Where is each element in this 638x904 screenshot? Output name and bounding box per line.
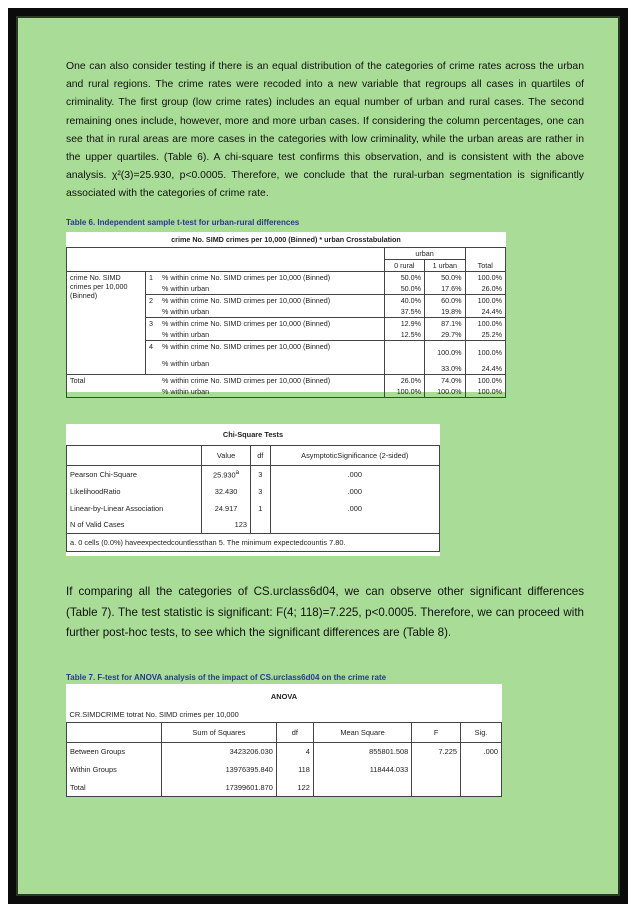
anova-row-label: Within Groups — [67, 761, 162, 779]
chisq-row-df: 3 — [251, 483, 271, 500]
anova-row-df: 118 — [276, 761, 313, 779]
chisq-row-df: 1 — [251, 500, 271, 517]
anova-row-sig: .000 — [461, 743, 502, 761]
cell-label: % within urban — [159, 358, 384, 375]
chisq-row-label: Pearson Chi-Square — [67, 466, 202, 483]
chisq-row-sig: .000 — [270, 466, 439, 483]
chisq-table-box — [66, 424, 440, 556]
cell-total: 100.0% — [465, 295, 505, 307]
cell-rural: 50.0% — [384, 283, 424, 295]
chisq-row-sig: .000 — [270, 483, 439, 500]
cell-rural — [384, 358, 424, 375]
cell-label: % within urban — [162, 330, 210, 339]
anova-title: ANOVA — [270, 692, 298, 701]
cell-urban: 17.6% — [425, 283, 465, 295]
cell-label: % within crime No. SIMD crimes per 10,000 (Binned) — [159, 318, 384, 330]
cell-urban: 19.8% — [425, 306, 465, 318]
chisq-row-df: 3 — [251, 466, 271, 483]
table7-caption: Table 7. F-test for ANOVA analysis of the impact of CS.urclass6d04 on the crime rate — [66, 673, 387, 682]
cell-total: 24.4% — [465, 358, 505, 375]
cell-label: % within crime No. SIMD crimes per 10,000 (Binned) — [159, 341, 384, 358]
cell-total: 100.0% — [465, 318, 505, 330]
cell-urban: 74.0% — [425, 375, 465, 387]
chisq-row-label: Linear-by-Linear Association — [67, 500, 202, 517]
chisq-row-value: 123 — [202, 517, 251, 534]
cell-urban: 33.0% — [425, 358, 465, 375]
anova-row-label: Total — [67, 779, 162, 797]
cell-label: % within crime No. SIMD crimes per 10,000 (Binned) — [162, 273, 331, 282]
crosstab-col-total: Total — [465, 260, 505, 272]
chisq-row-sig: .000 — [270, 500, 439, 517]
chisq-table — [66, 424, 440, 552]
anova-row-df: 4 — [276, 743, 313, 761]
chisq-footnote-mark: a — [235, 469, 240, 477]
cell-label: % within urban — [162, 284, 210, 293]
cell-total: 25.2% — [465, 329, 505, 341]
anova-table-box — [66, 684, 502, 796]
chisq-col-df: df — [251, 446, 271, 466]
anova-col-ms: Mean Square — [313, 723, 411, 743]
anova-row-ss: 3423206.030 — [162, 743, 277, 761]
anova-col-sig: Sig. — [461, 723, 502, 743]
anova-col-ss: Sum of Squares — [162, 723, 277, 743]
anova-row-ms: 855801.508 — [313, 743, 411, 761]
anova-row-ss: 17399601.870 — [162, 779, 277, 797]
table6-caption: Table 6. Independent sample t-test for urban-rural differences — [66, 218, 300, 227]
paragraph-anova: If comparing all the categories of CS.urclass6d04, we can observe other significant differences (Table 7). The test statistic is significant: F(4; 118)=7.225, p<0.0005. Therefore, we can proceed with further post-hoc tests, to see which the significant differences are (Table 8). — [66, 585, 584, 639]
cell-urban: 50.0% — [425, 272, 465, 284]
anova-row-label: Between Groups — [67, 743, 162, 761]
group-code: 3 — [146, 318, 160, 330]
chisq-title: Chi-Square Tests — [222, 430, 284, 439]
crosstab-table — [66, 232, 506, 398]
cell-rural: 100.0% — [384, 386, 424, 398]
chisq-col-sig: AsymptoticSignificance (2-sided) — [270, 446, 439, 466]
crosstab-col-urban: 1 urban — [425, 260, 465, 272]
chisq-row-label: N of Valid Cases — [67, 517, 202, 534]
crosstab-total-label: Total — [67, 375, 160, 398]
group-code: 4 — [146, 341, 160, 358]
cell-urban: 87.1% — [425, 318, 465, 330]
anova-row-df: 122 — [276, 779, 313, 797]
crosstab-row-var: crime No. SIMD crimes per 10,000 (Binned) — [67, 272, 146, 375]
chisq-col-value: Value — [202, 446, 251, 466]
group-code: 2 — [146, 295, 160, 307]
cell-urban: 100.0% — [425, 386, 465, 398]
cell-total: 100.0% — [465, 375, 505, 387]
group-code: 1 — [146, 272, 160, 284]
cell-label: % within crime No. SIMD crimes per 10,000 (Binned) — [159, 295, 384, 307]
crosstab-col-group: urban — [384, 248, 465, 260]
cell-rural: 50.0% — [384, 272, 424, 284]
cell-urban: 29.7% — [425, 329, 465, 341]
cell-total: 26.0% — [465, 283, 505, 295]
crosstab-title: crime No. SIMD crimes per 10,000 (Binned) * urban Crosstabulation — [171, 235, 401, 244]
cell-total: 100.0% — [465, 341, 505, 358]
crosstab-col-rural: 0 rural — [384, 260, 424, 272]
paragraph-crime-distribution: One can also consider testing if there is an equal distribution of the categories of crime rates across the urban and rural regions. The crime rates were recoded into a new variable that regroups all cases in quartiles of criminality. The first group (low crime rates) includes an equal number of urban and rural cases. The second remaining ones include, however, more and more urban cases. If considering the column percentages, one can see that in rural areas are more cases in the categories with low criminality, while the urban areas are rather in the upper quartiles. (Table 6). A chi-square test confirms this observation, and is consistent with the above analysis. χ²(3)=25.930, p<0.0005. Therefore, we conclude that the rural-urban segmentation is significantly associated with the categories of crime rate. — [66, 61, 584, 200]
cell-rural — [384, 341, 424, 358]
anova-col-f: F — [412, 723, 461, 743]
chisq-value-text: 25.930 — [212, 470, 236, 480]
anova-row-ms: 118444.033 — [313, 761, 411, 779]
anova-row-f: 7.225 — [412, 743, 461, 761]
cell-urban: 60.0% — [425, 295, 465, 307]
chisq-row-value: 32.430 — [202, 483, 251, 500]
cell-label: % within crime No. SIMD crimes per 10,000 (Binned) — [162, 376, 331, 385]
cell-rural: 37.5% — [384, 306, 424, 318]
cell-rural: 12.5% — [384, 329, 424, 341]
chisq-row-label: LikelihoodRatio — [67, 483, 202, 500]
document-page — [8, 8, 628, 904]
crosstab-table-box — [66, 232, 506, 396]
cell-rural: 12.9% — [384, 318, 424, 330]
cell-label: % within urban — [162, 307, 210, 316]
anova-table — [66, 684, 502, 797]
anova-col-df: df — [276, 723, 313, 743]
cell-label: % within urban — [159, 386, 384, 398]
cell-total: 100.0% — [465, 272, 505, 284]
cell-rural: 26.0% — [384, 375, 424, 387]
chisq-row-value: 24.917 — [202, 500, 251, 517]
chisq-footnote: a. 0 cells (0.0%) haveexpectedcountlessthan 5. The minimum expectedcountis 7.80. — [67, 534, 440, 552]
anova-subtitle: CR.SIMDCRIME totrat No. SIMD crimes per 10,000 — [69, 710, 239, 719]
chisq-row-value — [202, 466, 251, 483]
cell-total: 24.4% — [465, 306, 505, 318]
cell-urban: 100.0% — [425, 341, 465, 358]
cell-total: 100.0% — [465, 386, 505, 398]
anova-row-ss: 13976395.840 — [162, 761, 277, 779]
cell-rural: 40.0% — [384, 295, 424, 307]
